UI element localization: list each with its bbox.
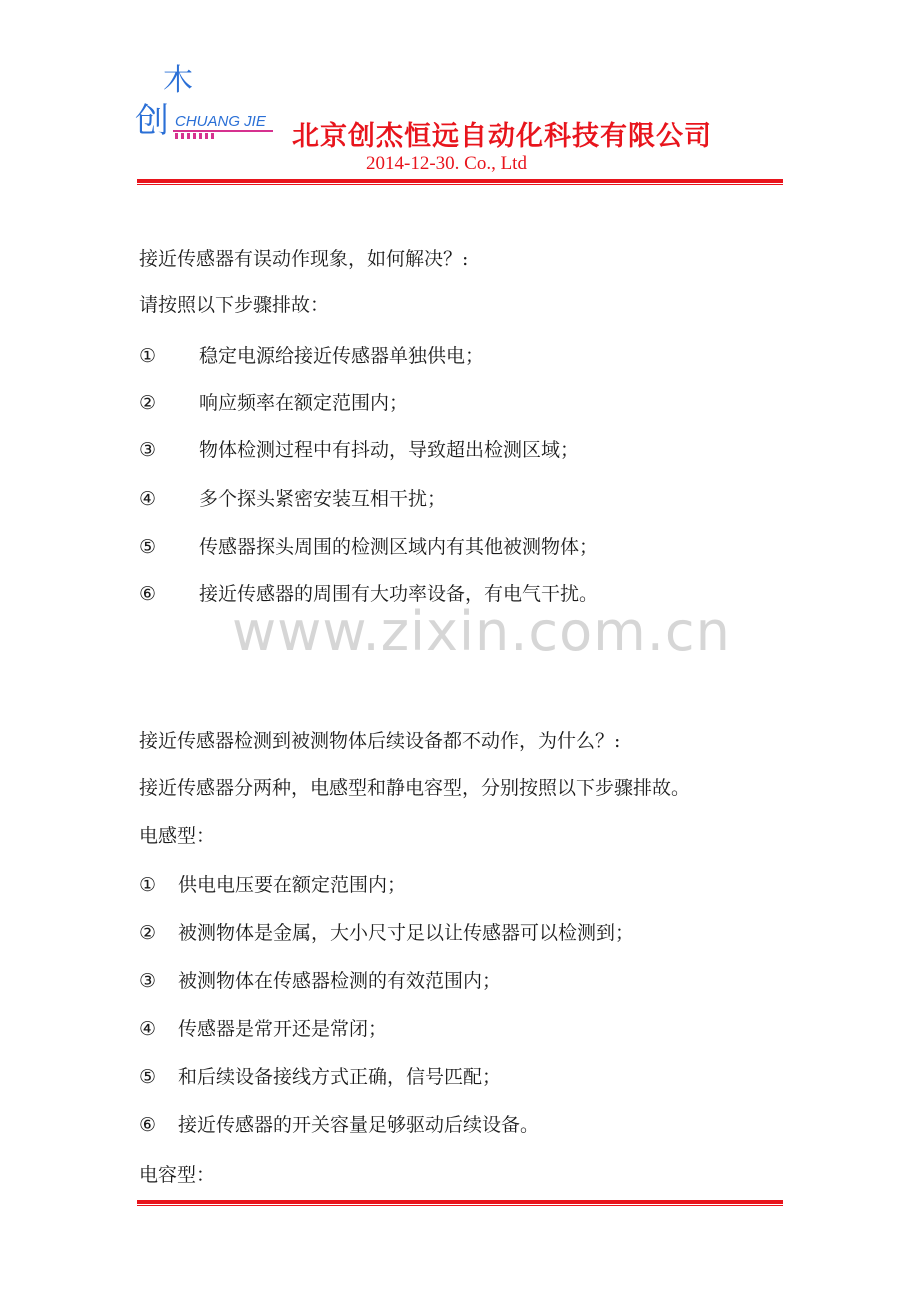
list-item-text: 和后续设备接线方式正确，信号匹配；: [178, 1066, 502, 1088]
list-item-text: 接近传感器的开关容量足够驱动后续设备。: [178, 1114, 540, 1136]
company-logo: [135, 62, 275, 142]
list-item-number: ⑥: [139, 583, 157, 605]
list-item-text: 被测物体在传感器检测的有效范围内；: [178, 970, 502, 992]
list-item-number: ④: [139, 488, 157, 510]
list-item-number: ③: [139, 439, 157, 461]
subtitle-inductive: 电感型：: [139, 825, 216, 847]
question-2: 接近传感器检测到被测物体后续设备都不动作，为什么？:: [139, 730, 621, 752]
logo-char-mu: 木: [163, 63, 193, 98]
header-divider: [137, 179, 783, 185]
company-name: 北京创杰恒远自动化科技有限公司: [292, 121, 712, 152]
watermark: www.zixin.com.cn: [232, 600, 731, 663]
list-item-text: 传感器探头周围的检测区域内有其他被测物体；: [199, 536, 599, 558]
list-item-text: 物体检测过程中有抖动，导致超出检测区域；: [199, 439, 580, 461]
logo-wordmark: CHUANG JIE: [175, 113, 266, 130]
list-item-number: ②: [139, 922, 157, 944]
intro-2: 接近传感器分两种，电感型和静电容型，分别按照以下步骤排故。: [139, 777, 691, 799]
list-item-number: ④: [139, 1018, 157, 1040]
subtitle-capacitive: 电容型：: [139, 1164, 216, 1186]
list-item-text: 被测物体是金属，大小尺寸足以让传感器可以检测到；: [178, 922, 635, 944]
list-item-text: 响应频率在额定范围内；: [199, 392, 409, 414]
question-1: 接近传感器有误动作现象，如何解决？:: [139, 248, 469, 270]
list-item-number: ③: [139, 970, 157, 992]
list-item-number: ②: [139, 392, 157, 414]
list-item-text: 稳定电源给接近传感器单独供电；: [199, 345, 485, 367]
logo-char-chuang: 创: [135, 101, 169, 141]
logo-underline: [173, 130, 273, 132]
header-date: 2014-12-30. Co., Ltd: [366, 153, 527, 174]
list-item-number: ①: [139, 874, 157, 896]
list-item-text: 接近传感器的周围有大功率设备，有电气干扰。: [199, 583, 599, 605]
list-item-number: ⑤: [139, 536, 157, 558]
list-item-text: 供电电压要在额定范围内；: [178, 874, 407, 896]
list-item-number: ①: [139, 345, 157, 367]
list-item-text: 传感器是常开还是常闭；: [178, 1018, 388, 1040]
list-item-text: 多个探头紧密安装互相干扰；: [199, 488, 447, 510]
list-item-number: ⑤: [139, 1066, 157, 1088]
list-item-number: ⑥: [139, 1114, 157, 1136]
intro-1: 请按照以下步骤排故：: [139, 294, 330, 316]
footer-divider: [137, 1200, 783, 1206]
